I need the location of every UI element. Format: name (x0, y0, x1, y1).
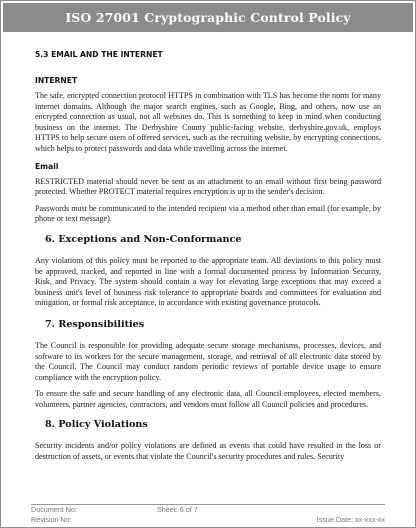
section-7-heading: 7. Responsibilities (45, 318, 145, 330)
revision-number-label: Revision No: (31, 515, 72, 524)
sheet-number: Sheet: 6 of 7 (157, 505, 198, 514)
section-7-paragraph-1: The Council is responsible for providing adequate secure storage mechanisms, processes, devices, and software to its workers for the secure management, storage, and retrieval of all electronic data stored by the Council. The Council may conduct random periodic reviews of portable device usage to ensure compliance with the encryption policy. (35, 340, 381, 382)
email-paragraph-1: RESTRICTED material should never be sent as an attachment to an email without first being password protected. Whether PROTECT material requires encryption is up to the sender's decision. (35, 176, 381, 197)
section-5-3-heading: 5.3 EMAIL AND THE INTERNET (35, 50, 163, 59)
section-8-paragraph: Security incidents and/or policy violations are defined as events that could have resulted in the loss or destruction of assets, or events that violate the Council's security procedures and rules. Security (35, 441, 381, 462)
page-footer (31, 504, 385, 525)
page-content (35, 43, 381, 462)
section-7-paragraph-2: To ensure the safe and secure handling of any electronic data, all Council employees, elected members, volunteers, partner agencies, contractors, and vendors must follow all Council policies and procedures. (35, 389, 381, 409)
email-heading: Email (35, 161, 59, 171)
internet-heading: INTERNET (35, 76, 78, 85)
document-number-label: Document No: (31, 505, 77, 514)
section-8-heading: 8. Policy Violations (45, 419, 148, 431)
title-banner (3, 3, 413, 32)
email-paragraph-2: Passwords must be communicated to the intended recipient via a method other than email (for example, by phone or text message). (35, 203, 381, 224)
internet-paragraph: The safe, encrypted connection protocol HTTPS in combination with TLS has become the norm for many internet domains. Although the major search engines, such as Google, Bing, and others, now use an encrypted connection as usual, not all websites do. This is something to keep in mind when conducting business on the internet. The Derbyshire County public-facing website, derbyshire.gov.uk, employs HTTPS to help secure users of offered services, such as the recruiting website, by encrypting connections, which helps to protect passwords and data while travelling across the internet. (35, 91, 381, 153)
document-title: ISO 27001 Cryptographic Control Policy (65, 10, 351, 25)
issue-date: Issue Date: xx-xxx-xx (316, 515, 385, 524)
section-6-paragraph: Any violations of this policy must be reported to the appropriate team. All deviations to this policy must be approved, tracked, and reported in line with a formal documented process by Information Security, Risk, and Privacy. The system should contain a way for elevating large exceptions that may exceed a business unit's level of business risk tolerance to appropriate boards and committees for evaluation and mitigation, or formal risk acceptance, in accordance with existing governance protocols. (35, 255, 381, 308)
section-6-heading: 6. Exceptions and Non-Conformance (45, 233, 242, 245)
